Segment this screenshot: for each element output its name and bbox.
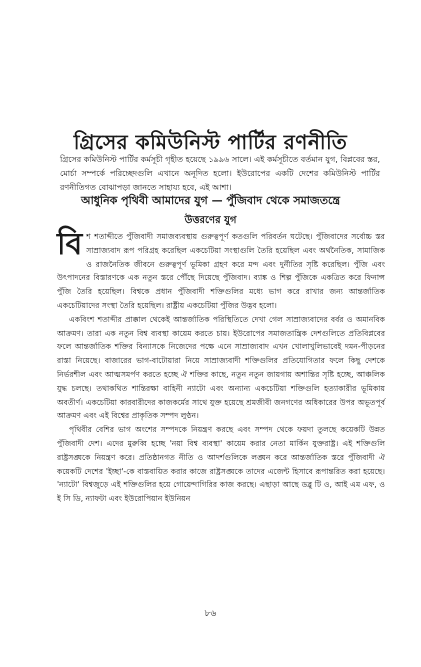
drop-cap: বি — [57, 227, 83, 262]
body-text — [57, 227, 385, 506]
section-subheading: উত্তরণের যুগ — [184, 215, 237, 226]
paragraph-text: শ শতাব্দীতে পুঁজিবাদী সমাজব্যবস্থায় গুরুত্বপূর্ণ কতগুলি পরিবর্তন ঘটেছে। পুঁজিবাদের সর্বোচ্চ স্তর সাম্রাজ্যবাদ রূপ পরিগ্রহ করেছিল একচেটিয়া সংস্থাগুলি তৈরি হয়েছিল এবং অর্থনৈতিক, সামাজিক ও রাজনৈতিক জীবনে গুরুত্বপূর্ণ ভূমিকা গ্রহণ করে মন্দ এবং দুর্নীতির সৃষ্টি করেছিল। পুঁজি এবং উৎপাদনের বিস্তারণকে এক নতুন স্তরে পৌঁছে দিয়েছে পুঁজিবাদ। ব্যাঙ্ক ও শিল্প পুঁজিকে একত্রিত করে ফিনান্স পুঁজি তৈরি হয়েছিল। বিশ্বকে প্রধান পুঁজিবাদী শক্তিগুলির মধ্যে ভাগ করে রাখার জন্য আন্তর্জাতিক একচেটিয়াদের সংস্থা তৈরি হয়েছিল। রাষ্ট্রীয় একচেটিয়া পুঁজির উদ্ভব হলো। — [57, 232, 385, 310]
intro-paragraph: গ্রিসের কমিউনিস্ট পার্টির কর্মসূচী গৃহীত হয়েছে ১৯৯৬ সালে। এই কর্মসূচীতে বর্তমান যুগ, বিপ্লবের স্তর, মোর্চা সম্পর্কে পরিচ্ছেদগুলি এখানে অনূদিত হলো। ইউরোপের একটি দেশের কমিউনিস্ট পার্টির রণনীতিগত বোঝাপড়া জানতে সাহায্য হবে, এই আশা। — [60, 155, 380, 192]
section-heading: আধুনিক পৃথিবী আমাদের যুগ — পুঁজিবাদ থেকে সমাজতন্ত্রে — [80, 194, 341, 207]
page-number: ৮৬ — [204, 609, 217, 619]
body-paragraph — [57, 227, 385, 313]
body-paragraph: পৃথিবীর বেশির ভাগ অংশের সম্পদকে নিয়ন্ত্রণ করছে এবং সম্পদ থেকে ফয়দা তুলছে কয়েকটি উন্নত পুঁজিবাদী দেশ। এদের মুরুব্বি হচ্ছে 'নয়া বিশ্ব ব্যবস্থা' কায়েম করার নেতা মার্কিন যুক্তরাষ্ট্র। এই শক্তিগুলি রাষ্ট্রসঙ্ঘকে নিয়ন্ত্রণ করে। প্রতিষ্ঠানগত নীতি ও আদর্শগুলিকে লঙ্ঘন করে আন্তর্জাতিক স্তরে পুঁজিবাদী ঐ কয়েকটি দেশের 'ইচ্ছা'-কে বাস্তবায়িত করার কাজে রাষ্ট্রসঙ্ঘকে তাদের এজেন্ট হিসাবে রূপান্তরিত করা হয়েছে। 'ন্যাটো' বিশ্বজুড়ে এই শক্তিগুলির হয়ে গোয়েন্দাগিরির কাজ করছে। এছাড়া আছে ডব্লু টি ও, আই এম এফ, ও ই সি ডি, ন্যাফটা এবং ইউরোপিয়ান ইউনিয়ন — [57, 425, 385, 504]
body-paragraph: একবিংশ শতাব্দীর প্রাক্কাল থেকেই আন্তর্জাতিক পরিস্থিতিতে দেখা গেল সাম্রাজ্যবাদের বর্বর ও অমানবিক আক্রমণ। তারা এক নতুন বিশ্ব ব্যবস্থা কায়েম করতে চায়। ইউরোপের সমাজতান্ত্রিক দেশগুলিতে প্রতিবিপ্লবের ফলে আন্তর্জাতিক শক্তির বিন্যাসকে নিজেদের পক্ষে এনে সাম্রাজ্যবাদ এখন খোলাখুলিভাবেই দমন-পীড়নের রাস্তা নিয়েছে। বাজারের ভাগ-বাটোয়ারা নিয়ে সাম্রাজ্যবাদী শক্তিগুলির প্রতিযোগিতার ফলে কিছু দেশকে নির্ভরশীল এবং আত্মসমর্পণ করতে হচ্ছে ঐ শক্তির কাছে, নতুন নতুন জায়গায় অশান্তির সৃষ্টি হচ্ছে, আঞ্চলিক যুদ্ধ চলছে। তথাকথিত শান্তিরক্ষা বাহিনী ন্যাটো এবং অন্যান্য একচেটিয়া শক্তিগুলি হত্যাকারীর ভূমিকায় অবতীর্ণ। একচেটিয়া কারবারীদের কাজকর্মের সাথে যুক্ত হয়েছে শ্রমজীবী জনগণের অধিকারের উপর অভূতপূর্ব আক্রমণ এবং এই বিশ্বের প্রাকৃতিক সম্পদ লুণ্ঠন। — [57, 314, 385, 421]
article-title: গ্রিসের কমিউনিস্ট পার্টির রণনীতি — [73, 130, 348, 154]
